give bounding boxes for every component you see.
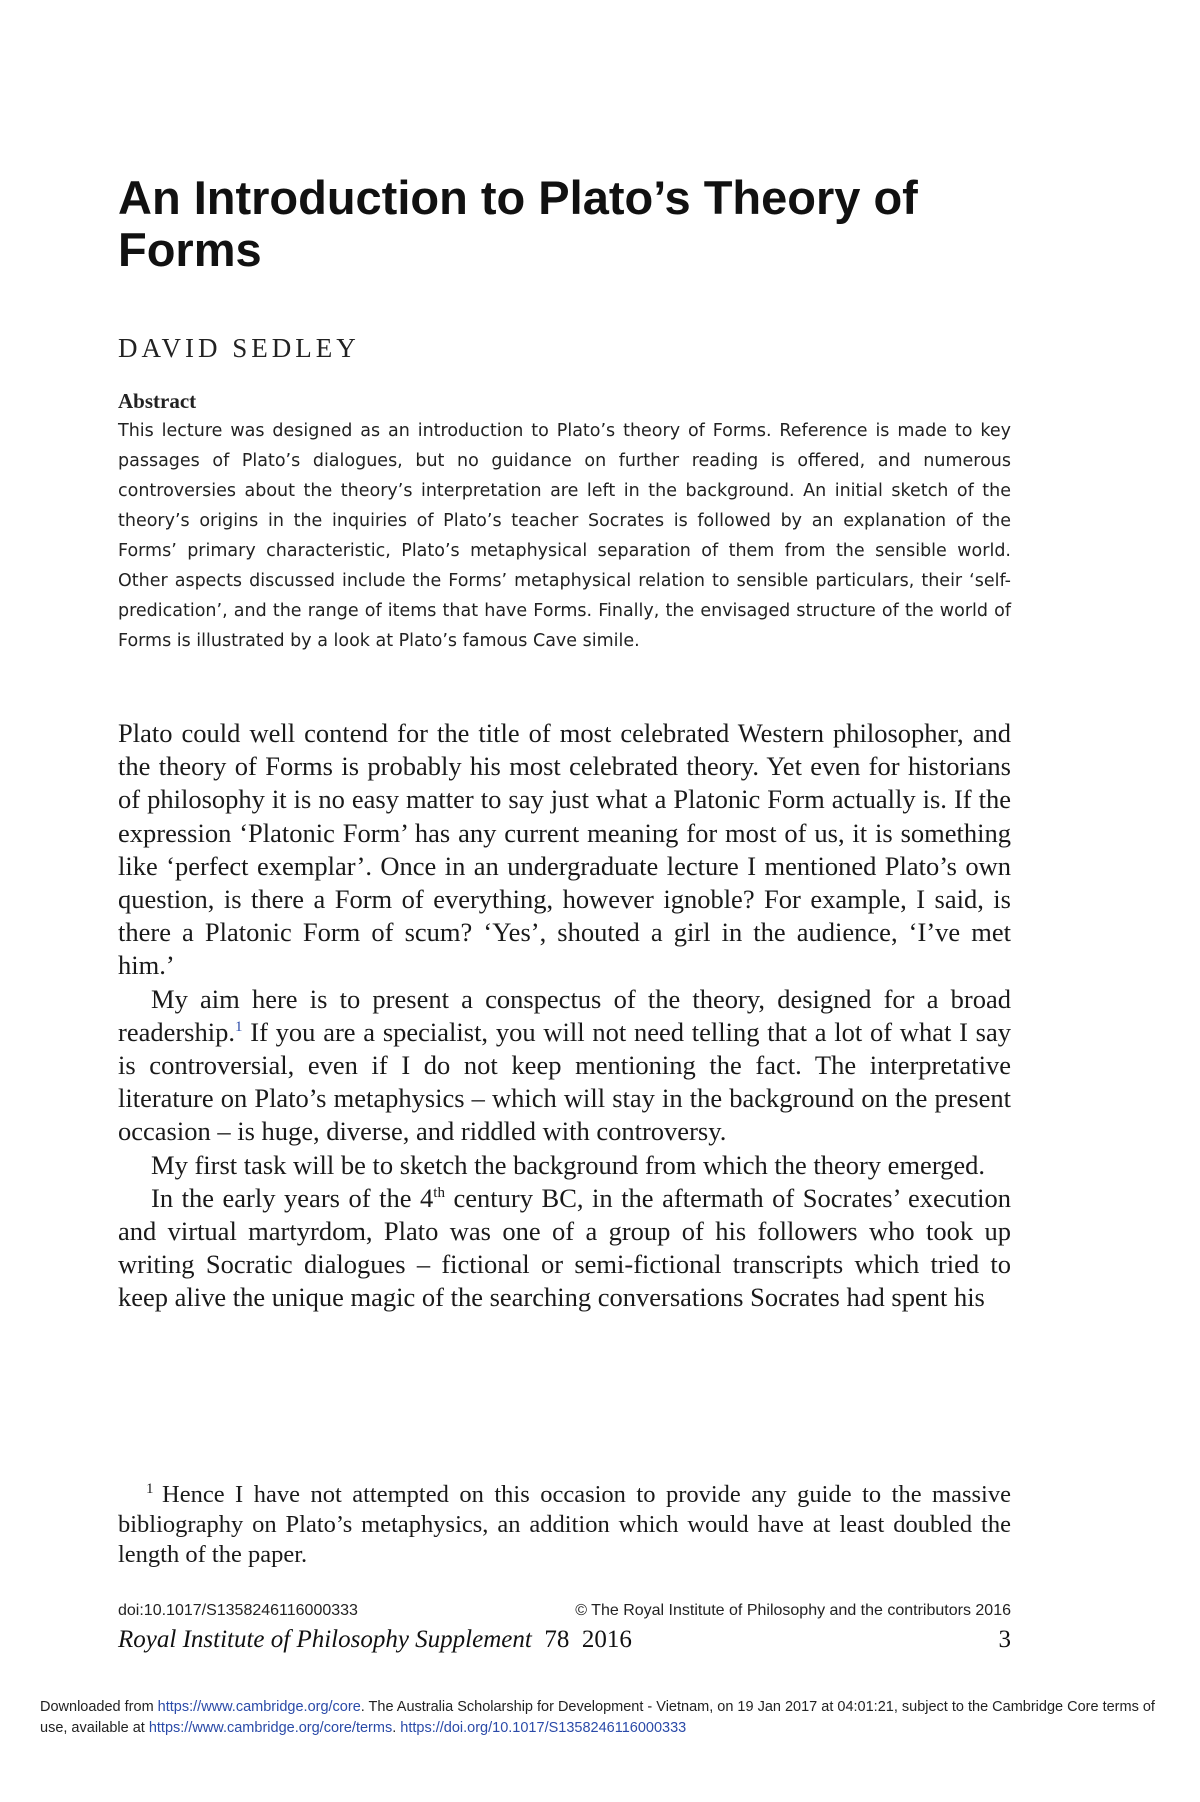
abstract-heading: Abstract: [118, 389, 197, 413]
body-paragraph-3: My first task will be to sketch the background from which the theory emerged.: [151, 1149, 986, 1180]
download-separator: .: [392, 1720, 401, 1736]
download-prefix: Downloaded from: [40, 1699, 158, 1715]
footnote-text: Hence I have not attempted on this occasion to provide any guide to the massive bibliography on Plato’s metaphysics, an addition which would have at least doubled the length of the paper.: [118, 1481, 1011, 1568]
paragraph-text: My aim here is to present a conspectus of the theory, designed for a broad readership.: [118, 983, 1011, 1047]
author-name: DAVID SEDLEY: [118, 333, 360, 363]
cambridge-core-link[interactable]: https://www.cambridge.org/core: [157, 1699, 361, 1715]
footnote: 1 Hence I have not attempted on this occasion to provide any guide to the massive bibliography on Plato’s metaphysics, an addition which would have at least doubled the length of the paper.: [118, 1480, 1011, 1568]
abstract-text: This lecture was designed as an introduction to Plato’s theory of Forms. Reference is made to key passages of Plato’s dialogues, but no guidance on further reading is offered, and numerous controversies about the theory’s interpretation are left in the background. An initial sketch of the theory’s origins in the inquiries of Plato’s teacher Socrates is followed by an explanation of the Forms’ primary characteristic, Plato’s metaphysical separation of them from the sensible world. Other aspects discussed include the Forms’ metaphysical relation to sensible particulars, their ‘self-predication’, and the range of items that have Forms. Finally, the envisaged structure of the world of Forms is illustrated by a look at Plato’s famous Cave simile.: [118, 421, 1011, 651]
page-number: 3: [998, 1626, 1011, 1653]
article-body: [118, 717, 1011, 1315]
body-paragraph-1: Plato could well contend for the title of most celebrated Western philosopher, and the theory of Forms is probably his most celebrated theory. Yet even for historians of philosophy it is no easy matter to say just what a Platonic Form actually is. If the expression ‘Platonic Form’ has any current meaning for most of us, it is something like ‘perfect exemplar’. Once in an undergraduate lecture I mentioned Plato’s own question, is there a Form of everything, however ignoble? For example, I said, is there a Platonic Form of scum? ‘Yes’, shouted a girl in the audience, ‘I’ve met him.’: [118, 718, 1011, 981]
abstract-section: [118, 388, 1011, 656]
journal-line: [118, 1626, 1011, 1654]
paragraph-text: century BC, in the aftermath of Socrates’ execution and virtual martyrdom, Plato was one of a group of his followers who took up writing Socratic dialogues – fictional or semi-fictional transcripts which tried to keep alive the unique magic of the searching conversations Socrates had spent his: [118, 1182, 1011, 1313]
doi-link[interactable]: https://doi.org/10.1017/S1358246116000333: [400, 1720, 687, 1736]
paragraph-text: If you are a specialist, you will not need telling that a lot of what I say is controversial, even if I do not keep mentioning the fact. The interpretative literature on Plato’s metaphysics – which will stay in the background on the present occasion – is huge, diverse, and riddled with controversy.: [118, 1016, 1011, 1147]
doi-text: doi:10.1017/S1358246116000333: [118, 1602, 358, 1619]
copyright-text: © The Royal Institute of Philosophy and the contributors 2016: [575, 1602, 1011, 1619]
paragraph-text: In the early years of the 4: [151, 1182, 434, 1213]
terms-link[interactable]: https://www.cambridge.org/core/terms: [148, 1720, 393, 1736]
body-paragraph-4: [118, 1182, 1011, 1315]
superscript-ordinal: th: [433, 1185, 445, 1202]
footnote-reference-link[interactable]: 1: [235, 1019, 243, 1035]
journal-name: Royal Institute of Philosophy Supplement: [118, 1626, 532, 1653]
doi-copyright-line: [118, 1602, 1011, 1620]
download-notice: [40, 1697, 1170, 1739]
body-paragraph-2: [118, 983, 1011, 1149]
journal-year: 2016: [581, 1626, 632, 1653]
article-title: An Introduction to Plato’s Theory of Forms: [118, 171, 918, 276]
journal-volume: 78: [544, 1626, 570, 1653]
download-middle-text: . The Australia Scholarship for Development - Vietnam, on 19 Jan 2017 at 04:01:21, subject to the Cambridge Core terms of use, available at: [40, 1699, 1155, 1736]
